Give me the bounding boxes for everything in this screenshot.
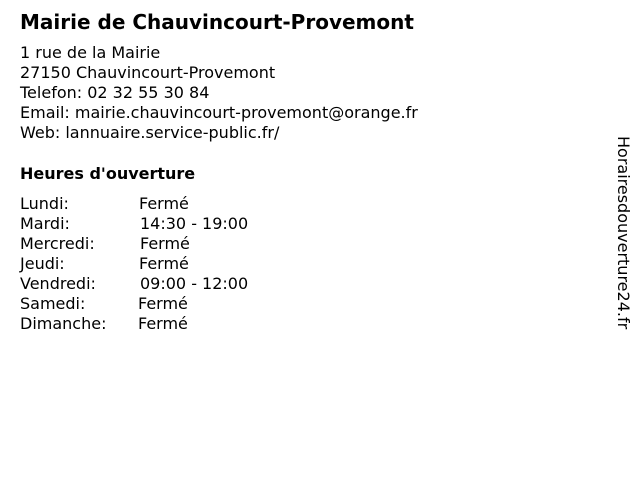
address-street: 1 rue de la Mairie <box>20 43 161 62</box>
hours-time: Fermé <box>138 314 188 333</box>
hours-time: Fermé <box>140 234 190 253</box>
hours-time: Fermé <box>139 254 189 273</box>
hours-day: Mardi: <box>20 214 70 233</box>
hours-time: 09:00 - 12:00 <box>140 274 249 293</box>
hours-day: Lundi: <box>20 194 69 213</box>
address-phone: Telefon: 02 32 55 30 84 <box>20 83 210 102</box>
address-block <box>20 43 418 143</box>
hours-heading: Heures d'ouverture <box>20 164 196 183</box>
hours-time: 14:30 - 19:00 <box>140 214 249 233</box>
address-web: Web: lannuaire.service-public.fr/ <box>20 123 280 142</box>
hours-day: Jeudi: <box>20 254 65 273</box>
hours-day: Vendredi: <box>20 274 96 293</box>
page-title: Mairie de Chauvincourt-Provemont <box>20 10 414 34</box>
brand-watermark <box>611 136 635 344</box>
address-email: Email: mairie.chauvincourt-provemont@orange.fr <box>20 103 418 122</box>
hours-day: Samedi: <box>20 294 86 313</box>
address-city: 27150 Chauvincourt-Provemont <box>20 63 276 82</box>
hours-time: Fermé <box>139 194 189 213</box>
hours-day: Dimanche: <box>20 314 107 333</box>
hours-day: Mercredi: <box>20 234 95 253</box>
hours-time: Fermé <box>138 294 188 313</box>
brand-text: Horairesdouverture24.fr <box>614 136 633 330</box>
